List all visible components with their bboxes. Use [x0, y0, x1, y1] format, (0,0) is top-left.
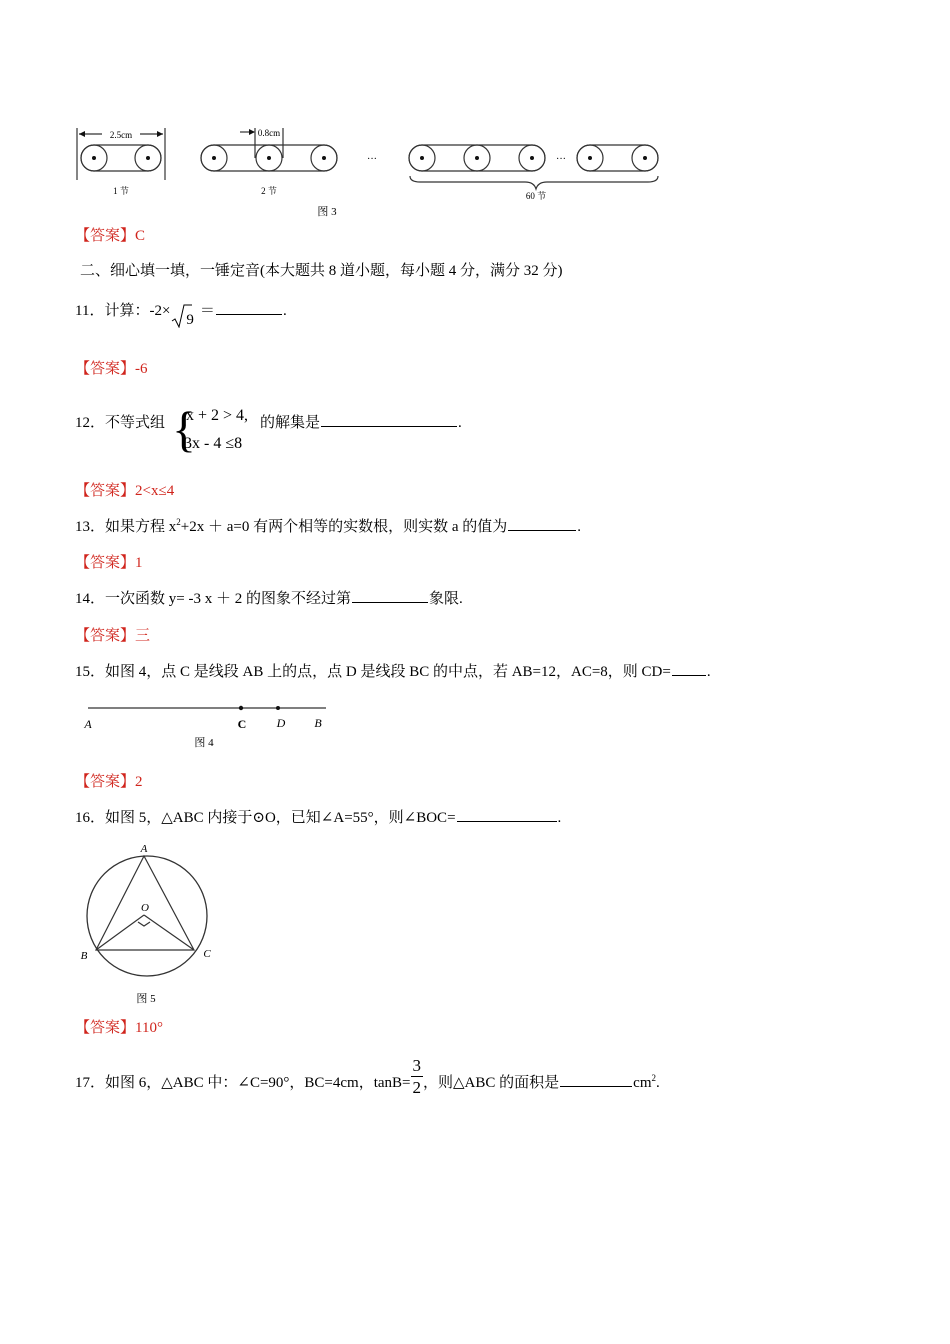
fraction-denominator: 2 [412, 1078, 422, 1097]
answer-tag: 【答案】 [75, 1020, 136, 1036]
period: . [458, 415, 462, 431]
figure-3-belt-diagram [70, 118, 680, 220]
question-number: 11． [75, 303, 105, 319]
question-text: 的解集是 [260, 415, 321, 431]
answer-value: -6 [135, 361, 148, 377]
answer-14 [75, 629, 150, 644]
period: . [282, 303, 287, 319]
exponent: 2 [176, 517, 181, 527]
answer-value: 2 [135, 774, 143, 790]
answer-tag: 【答案】 [75, 555, 136, 571]
answer-value: C [135, 228, 146, 244]
answer-11 [75, 362, 148, 377]
fig3-caption: 图 3 [317, 206, 337, 218]
answer-tag: 【答案】 [75, 483, 136, 499]
system-brace: { [172, 401, 196, 457]
answer-15 [75, 775, 143, 790]
question-15 [75, 665, 711, 680]
fig3-caption-60: 60 节 [525, 191, 547, 201]
system-row-2: 3x - 4 ≤8 [184, 435, 243, 452]
fig5-label-B: B [80, 950, 88, 962]
fig4-label-A: A [84, 717, 92, 731]
question-text: 如果方程 x [105, 519, 177, 535]
fig3-label-0-8cm: 0.8cm [257, 128, 281, 138]
answer-16 [75, 1021, 163, 1036]
radicand: 9 [186, 312, 194, 328]
system-row-1: x + 2 > 4, [186, 407, 249, 424]
answer-tag: 【答案】 [75, 228, 136, 244]
question-text: 如图 6，△ABC 中：∠C=90°，BC=4cm，tanB= [105, 1074, 411, 1091]
fig5-label-C: C [203, 948, 211, 960]
question-text-rest: 象限. [428, 591, 463, 607]
unit-exponent: 2 [651, 1072, 656, 1083]
question-13 [75, 517, 582, 535]
fig4-caption: 图 4 [194, 737, 214, 749]
fig3-label-2-5cm: 2.5cm [109, 130, 133, 140]
question-text: 不等式组 [105, 415, 166, 431]
question-text: 如图 4，点 C 是线段 AB 上的点，点 D 是线段 BC 的中点，若 AB=12，AC=8，则 CD= [105, 664, 671, 680]
question-17 [75, 1056, 660, 1097]
answer-10 [75, 229, 145, 244]
section-2-heading: 二、细心填一填，一锤定音(本大题共 8 道小题，每小题 4 分，满分 32 分) [80, 263, 563, 279]
sqrt-9 [176, 304, 194, 328]
figure-4-line-segment [78, 698, 338, 752]
answer-blank[interactable] [672, 674, 706, 676]
fig5-caption: 图 5 [136, 993, 156, 1005]
answer-tag: 【答案】 [75, 361, 136, 377]
fig4-label-C: C [237, 717, 247, 731]
fig3-ellipsis-1: ··· [367, 154, 377, 165]
question-text: 一次函数 y= -3 x ＋ 2 的图象不经过第 [105, 591, 351, 607]
answer-blank[interactable] [457, 820, 557, 822]
question-number: 16． [75, 810, 106, 826]
question-text-rest: +2x ＋ a=0 有两个相等的实数根，则实数 a 的值为 [180, 519, 508, 535]
fraction-numerator: 3 [412, 1056, 422, 1075]
answer-blank[interactable] [508, 529, 576, 531]
answer-value: 三 [135, 628, 151, 644]
answer-13 [75, 556, 143, 571]
question-number: 13． [75, 519, 106, 535]
period: . [577, 519, 582, 535]
answer-tag: 【答案】 [75, 774, 136, 790]
fig4-label-D: D [276, 716, 286, 730]
answer-blank[interactable] [321, 425, 457, 427]
fraction-3-2 [411, 1057, 424, 1096]
answer-blank[interactable] [560, 1085, 632, 1087]
question-number: 12． [75, 415, 106, 431]
answer-tag: 【答案】 [75, 628, 136, 644]
question-12-rest [260, 416, 462, 431]
answer-value: 110° [135, 1020, 163, 1036]
fig5-label-O: O [141, 902, 149, 914]
figure-5-inscribed-triangle [72, 836, 222, 1008]
answer-value: 1 [135, 555, 143, 571]
answer-value: 2<x≤4 [135, 483, 175, 499]
fig3-ellipsis-2: ··· [556, 154, 566, 165]
question-text-equals: ＝ [199, 303, 215, 319]
question-16 [75, 811, 561, 826]
question-number: 15． [75, 664, 106, 680]
period: . [557, 810, 562, 826]
answer-blank[interactable] [216, 313, 282, 315]
fig3-caption-2: 2 节 [261, 186, 277, 196]
period: . [655, 1074, 660, 1091]
fig4-label-B: B [314, 716, 322, 730]
answer-blank[interactable] [352, 601, 428, 603]
question-number: 17． [75, 1074, 106, 1091]
question-11 [75, 303, 287, 328]
fig3-caption-1: 1 节 [113, 186, 129, 196]
question-12-number [75, 416, 165, 431]
question-text-rest: ，则△ABC 的面积是 [423, 1074, 560, 1091]
unit: cm [633, 1074, 652, 1091]
question-text: 如图 5，△ABC 内接于⊙O，已知∠A=55°，则∠BOC= [105, 810, 456, 826]
question-text: 计算：-2× [104, 303, 171, 319]
fig5-label-A: A [140, 843, 148, 855]
question-14 [75, 592, 463, 607]
answer-12 [75, 484, 174, 499]
question-number: 14． [75, 591, 106, 607]
period: . [706, 664, 711, 680]
